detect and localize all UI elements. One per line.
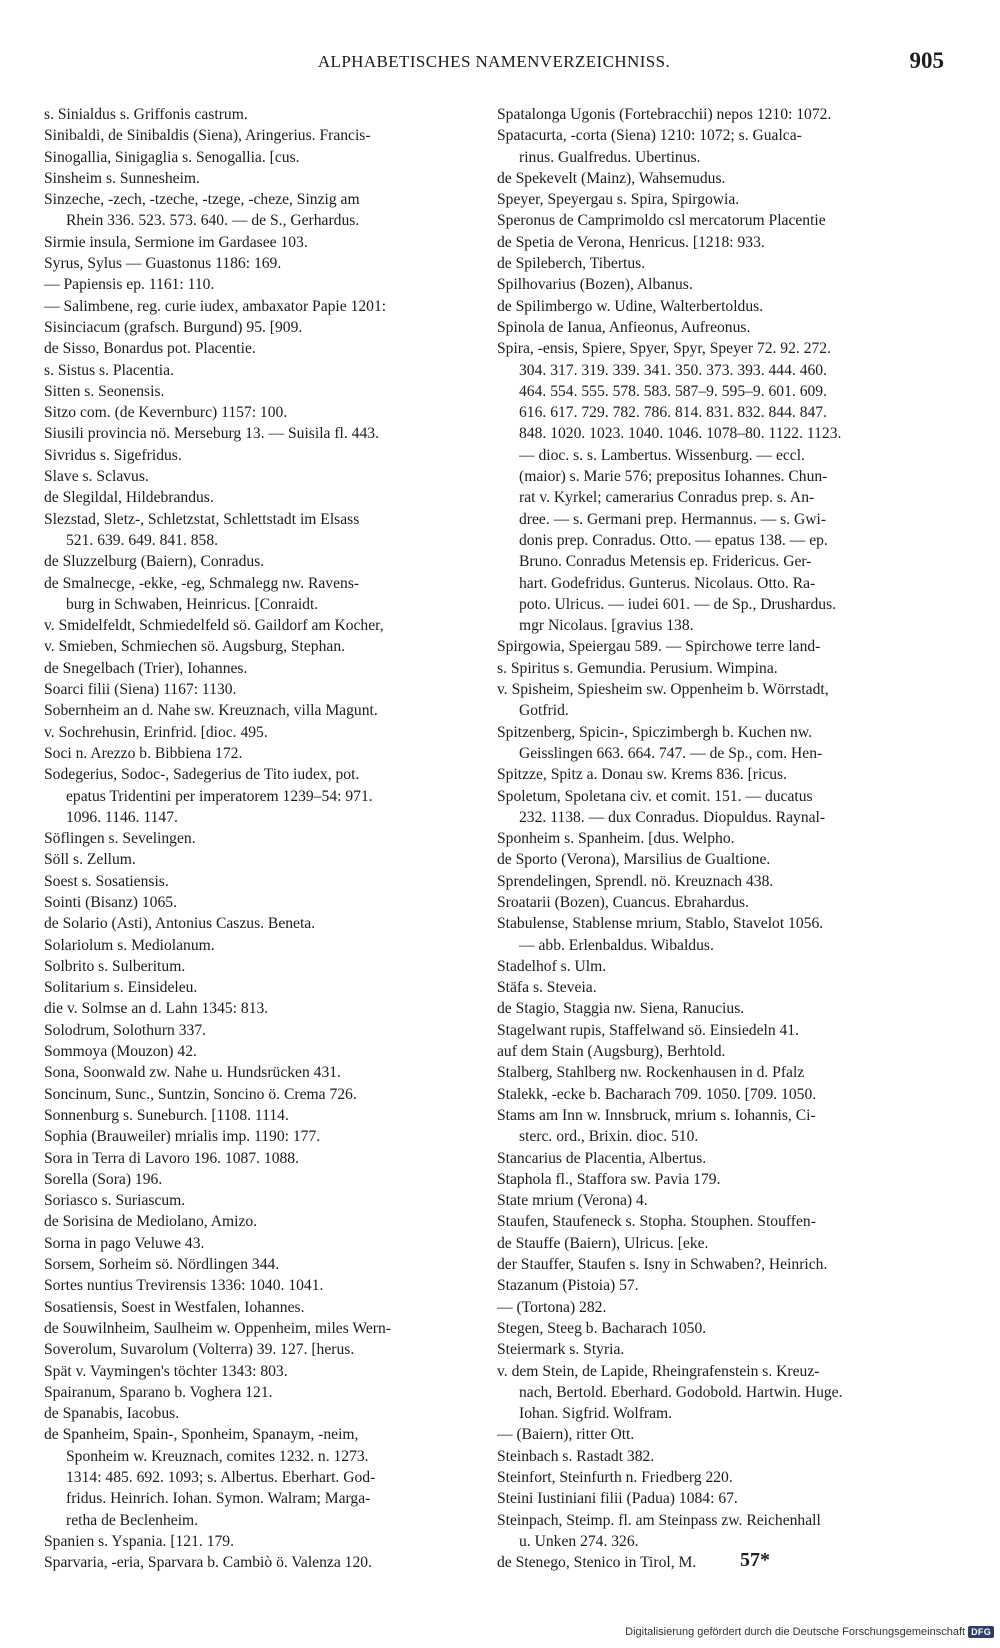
index-line: de Sporto (Verona), Marsilius de Gualtione. bbox=[497, 851, 771, 869]
index-line: Spirgowia, Speiergau 589. — Spirchowe terre land- bbox=[497, 638, 821, 656]
index-line: de Stagio, Staggia nw. Siena, Ranucius. bbox=[497, 1000, 745, 1018]
index-line: de Sluzzelburg (Baiern), Conradus. bbox=[44, 553, 265, 571]
index-line: Solbrito s. Sulberitum. bbox=[44, 957, 186, 975]
index-line: Sommoya (Mouzon) 42. bbox=[44, 1043, 197, 1061]
index-line: Staufen, Staufeneck s. Stopha. Stouphen. Stouffen- bbox=[497, 1213, 816, 1231]
index-line: Stalberg, Stahlberg nw. Rockenhausen in d. Pfalz bbox=[497, 1064, 805, 1082]
index-line: 616. 617. 729. 782. 786. 814. 831. 832. 844. 847. bbox=[519, 404, 827, 422]
index-line: 304. 317. 319. 339. 341. 350. 373. 393. 444. 460. bbox=[519, 361, 827, 379]
index-line: Spairanum, Sparano b. Voghera 121. bbox=[44, 1383, 273, 1401]
index-line: Spitzze, Spitz a. Donau sw. Krems 836. [ricus. bbox=[497, 766, 788, 784]
page-number: 905 bbox=[909, 48, 944, 73]
index-line: de Spilimbergo w. Udine, Walterbertoldus. bbox=[497, 297, 764, 315]
index-line: Gotfrid. bbox=[519, 702, 569, 720]
right-column bbox=[497, 104, 941, 1573]
index-line: u. Unken 274. 326. bbox=[519, 1532, 639, 1550]
index-line: de Snegelbach (Trier), Iohannes. bbox=[44, 659, 248, 677]
index-line: v. Smidelfeldt, Schmiedelfeld sö. Gaildorf am Kocher, bbox=[44, 617, 384, 635]
index-line: Bruno. Conradus Metensis ep. Fridericus. Ger- bbox=[519, 553, 812, 571]
index-line: retha de Beclenheim. bbox=[66, 1511, 199, 1529]
index-line: mgr Nicolaus. [gravius 138. bbox=[519, 617, 694, 635]
index-line: sterc. ord., Brixin. dioc. 510. bbox=[519, 1128, 699, 1146]
index-line: der Stauffer, Staufen s. Isny in Schwaben?, Heinrich. bbox=[497, 1256, 828, 1274]
index-line: de Spileberch, Tibertus. bbox=[497, 255, 646, 273]
index-line: de Spanabis, Iacobus. bbox=[44, 1405, 180, 1423]
index-line: Sinsheim s. Sunnesheim. bbox=[44, 169, 200, 187]
index-line: de Slegildal, Hildebrandus. bbox=[44, 489, 214, 507]
index-line: v. Sochrehusin, Erinfrid. [dioc. 495. bbox=[44, 723, 268, 741]
index-line: Steinfort, Steinfurth n. Friedberg 220. bbox=[497, 1469, 733, 1486]
index-line: 521. 639. 649. 841. 858. bbox=[66, 531, 219, 549]
index-line: Soncinum, Sunc., Suntzin, Soncino ö. Crema 726. bbox=[44, 1085, 357, 1103]
index-line: Spoletum, Spoletana civ. et comit. 151. — ducatus bbox=[497, 787, 813, 805]
index-line: Sosatiensis, Soest in Westfalen, Iohannes. bbox=[44, 1298, 305, 1316]
index-line: de Solario (Asti), Antonius Caszus. Beneta. bbox=[44, 915, 316, 933]
index-line: Stadelhof s. Ulm. bbox=[497, 957, 607, 975]
index-line: s. Sinialdus s. Griffonis castrum. bbox=[44, 106, 248, 123]
funding-note bbox=[625, 1626, 994, 1638]
index-line: Speronus de Camprimoldo csl mercatorum Placentie bbox=[497, 212, 826, 230]
index-line: (maior) s. Marie 576; prepositus Iohannes. Chun- bbox=[519, 468, 828, 486]
index-line: — Salimbene, reg. curie iudex, ambaxator Papie 1201: bbox=[44, 297, 387, 315]
index-line: Söll s. Zellum. bbox=[44, 851, 136, 869]
index-line: Solodrum, Solothurn 337. bbox=[44, 1021, 207, 1039]
index-line: Rhein 336. 523. 573. 640. — de S., Gerhardus. bbox=[66, 212, 360, 230]
index-line: Stalekk, -ecke b. Bacharach 709. 1050. [709. 1050. bbox=[497, 1085, 817, 1103]
index-line: burg in Schwaben, Heinricus. [Conraidt. bbox=[66, 595, 319, 613]
index-line: de Smalnecge, -ekke, -eg, Schmalegg nw. Ravens- bbox=[44, 574, 360, 592]
index-line: Spät v. Vaymingen's töchter 1343: 803. bbox=[44, 1362, 288, 1380]
index-line: — (Tortona) 282. bbox=[497, 1298, 607, 1316]
index-line: hart. Godefridus. Gunterus. Nicolaus. Otto. Ra- bbox=[519, 574, 816, 592]
index-line: Spatalonga Ugonis (Fortebracchii) nepos 1210: 1072. bbox=[497, 106, 832, 123]
index-line: Sroatarii (Bozen), Cuancus. Ebrahardus. bbox=[497, 893, 750, 911]
index-line: de Souwilnheim, Saulheim w. Oppenheim, miles Wern- bbox=[44, 1319, 391, 1337]
index-line: Soriasco s. Suriascum. bbox=[44, 1192, 186, 1210]
index-line: rinus. Gualfredus. Ubertinus. bbox=[519, 148, 701, 166]
index-line: die v. Solmse an d. Lahn 1345: 813. bbox=[44, 1000, 269, 1018]
index-line: Sisinciacum (grafsch. Burgund) 95. [909. bbox=[44, 318, 303, 336]
index-line: Steinpach, Steimp. fl. am Steinpass zw. Reichenhall bbox=[497, 1511, 821, 1529]
index-line: Sivridus s. Sigefridus. bbox=[44, 446, 182, 464]
index-line: Iohan. Sigfrid. Wolfram. bbox=[519, 1405, 673, 1423]
index-line: 1096. 1146. 1147. bbox=[66, 808, 178, 826]
index-line: s. Sistus s. Placentia. bbox=[44, 361, 174, 379]
index-line: Sitten s. Seonensis. bbox=[44, 382, 165, 400]
index-line: nach, Bertold. Eberhard. Godobold. Hartwin. Huge. bbox=[519, 1383, 843, 1401]
index-line: Syrus, Sylus — Guastonus 1186: 169. bbox=[44, 255, 282, 273]
funding-note-text: Digitalisierung gefördert durch die Deutsche Forschungsgemeinschaft bbox=[625, 1626, 966, 1638]
index-line: Sitzo com. (de Kevernburc) 1157: 100. bbox=[44, 404, 288, 422]
index-line: Spanien s. Yspania. [121. 179. bbox=[44, 1532, 234, 1550]
index-line: Sponheim s. Spanheim. [dus. Welpho. bbox=[497, 830, 735, 848]
index-line: Sophia (Brauweiler) mrialis imp. 1190: 177. bbox=[44, 1128, 321, 1146]
index-line: Sorella (Sora) 196. bbox=[44, 1170, 163, 1188]
index-line: auf dem Stain (Augsburg), Berhtold. bbox=[497, 1043, 726, 1061]
index-line: State mrium (Verona) 4. bbox=[497, 1192, 648, 1210]
index-line: Spatacurta, -corta (Siena) 1210: 1072; s. Gualca- bbox=[497, 127, 802, 145]
index-line: rat v. Kyrkel; camerarius Conradus prep. s. An- bbox=[519, 489, 815, 507]
index-line: Sodegerius, Sodoc-, Sadegerius de Tito iudex, pot. bbox=[44, 766, 360, 784]
index-line: Soci n. Arezzo b. Bibbiena 172. bbox=[44, 744, 243, 762]
index-line: Sprendelingen, Sprendl. nö. Kreuznach 438. bbox=[497, 872, 774, 890]
index-line: Sorsem, Sorheim sö. Nördlingen 344. bbox=[44, 1256, 280, 1274]
index-line: — (Baiern), ritter Ott. bbox=[497, 1426, 635, 1444]
index-line: Sinzeche, -zech, -tzeche, -tzege, -cheze, Sinzig am bbox=[44, 191, 360, 209]
index-line: Soverolum, Suvarolum (Volterra) 39. 127. [herus. bbox=[44, 1341, 355, 1359]
left-column bbox=[44, 104, 480, 1573]
index-line: Spinola de Ianua, Anfieonus, Aufreonus. bbox=[497, 318, 751, 336]
index-line: Steini Iustiniani filii (Padua) 1084: 67. bbox=[497, 1490, 738, 1508]
index-line: 1314: 485. 692. 1093; s. Albertus. Eberhart. God- bbox=[66, 1469, 376, 1486]
running-title: ALPHABETISCHES NAMENVERZEICHNISS. bbox=[317, 52, 671, 71]
index-line: Stancarius de Placentia, Albertus. bbox=[497, 1149, 707, 1167]
index-line: fridus. Heinrich. Iohan. Symon. Walram; Marga- bbox=[66, 1490, 371, 1508]
index-line: Siusili provincia nö. Merseburg 13. — Suisila fl. 443. bbox=[44, 425, 379, 443]
index-line: Soarci filii (Siena) 1167: 1130. bbox=[44, 681, 237, 699]
index-line: v. dem Stein, de Lapide, Rheingrafenstein s. Kreuz- bbox=[497, 1362, 820, 1380]
index-line: Stäfa s. Steveia. bbox=[497, 979, 597, 997]
index-line: Sona, Soonwald zw. Nahe u. Hundsrücken 431. bbox=[44, 1064, 341, 1082]
index-line: de Spetia de Verona, Henricus. [1218: 933. bbox=[497, 233, 765, 251]
index-line: donis prep. Conradus. Otto. — epatus 138. — ep. bbox=[519, 531, 828, 549]
index-line: Sointi (Bisanz) 1065. bbox=[44, 893, 177, 911]
index-line: Sponheim w. Kreuznach, comites 1232. n. 1273. bbox=[66, 1447, 369, 1465]
index-line: Steinbach s. Rastadt 382. bbox=[497, 1447, 655, 1465]
index-line: Solariolum s. Mediolanum. bbox=[44, 936, 215, 954]
index-line: Söflingen s. Sevelingen. bbox=[44, 830, 196, 848]
dfg-logo-icon: DFG bbox=[968, 1626, 994, 1638]
sheet-signature: 57* bbox=[740, 1549, 770, 1571]
index-line: Stazanum (Pistoia) 57. bbox=[497, 1277, 639, 1295]
index-line: poto. Ulricus. — iudei 601. — de Sp., Drushardus. bbox=[519, 595, 837, 613]
index-line: Soest s. Sosatiensis. bbox=[44, 872, 169, 890]
index-line: Spitzenberg, Spicin-, Spiczimbergh b. Kuchen nw. bbox=[497, 723, 812, 741]
index-line: Sinibaldi, de Sinibaldis (Siena), Aringerius. Francis- bbox=[44, 127, 371, 145]
index-line: 848. 1020. 1023. 1040. 1046. 1078–80. 1122. 1123. bbox=[519, 425, 842, 443]
index-line: de Sorisina de Mediolano, Amizo. bbox=[44, 1213, 258, 1231]
index-line: Stams am Inn w. Innsbruck, mrium s. Iohannis, Ci- bbox=[497, 1106, 816, 1124]
index-line: Spilhovarius (Bozen), Albanus. bbox=[497, 276, 693, 294]
index-line: Geisslingen 663. 664. 747. — de Sp., com. Hen- bbox=[519, 744, 823, 762]
index-line: de Sisso, Bonardus pot. Placentie. bbox=[44, 340, 256, 358]
index-line: Sirmie insula, Sermione im Gardasee 103. bbox=[44, 233, 308, 251]
index-line: — abb. Erlenbaldus. Wibaldus. bbox=[519, 936, 714, 954]
index-line: s. Spiritus s. Gemundia. Perusium. Wimpina. bbox=[497, 659, 778, 677]
index-line: de Stauffe (Baiern), Ulricus. [eke. bbox=[497, 1234, 709, 1252]
index-line: Stagelwant rupis, Staffelwand sö. Einsiedeln 41. bbox=[497, 1021, 800, 1039]
index-line: — Papiensis ep. 1161: 110. bbox=[44, 276, 215, 294]
index-line: v. Smieben, Schmiechen sö. Augsburg, Stephan. bbox=[44, 638, 346, 656]
index-line: Sora in Terra di Lavoro 196. 1087. 1088. bbox=[44, 1149, 300, 1167]
index-line: de Spanheim, Spain-, Sponheim, Spanaym, -neim, bbox=[44, 1426, 359, 1444]
index-line: Sobernheim an d. Nahe sw. Kreuznach, villa Magunt. bbox=[44, 702, 378, 720]
index-line: Spira, -ensis, Spiere, Spyer, Spyr, Speyer 72. 92. 272. bbox=[497, 340, 831, 358]
index-line: Sinogallia, Sinigaglia s. Senogallia. [cus. bbox=[44, 148, 300, 166]
index-line: Solitarium s. Einsideleu. bbox=[44, 979, 198, 997]
index-line: Sorna in pago Veluwe 43. bbox=[44, 1234, 205, 1252]
index-line: dree. — s. Germani prep. Hermannus. — s. Gwi- bbox=[519, 510, 827, 528]
index-line: Stegen, Steeg b. Bacharach 1050. bbox=[497, 1319, 707, 1337]
index-line: de Stenego, Stenico in Tirol, M. bbox=[497, 1554, 697, 1572]
index-line: Steiermark s. Styria. bbox=[497, 1341, 625, 1359]
index-line: Slave s. Sclavus. bbox=[44, 468, 149, 486]
index-line: Slezstad, Sletz-, Schletzstat, Schlettstadt im Elsass bbox=[44, 510, 360, 528]
index-line: Sparvaria, -eria, Sparvara b. Cambiò ö. Valenza 120. bbox=[44, 1554, 372, 1572]
index-line: Sortes nuntius Trevirensis 1336: 1040. 1041. bbox=[44, 1277, 324, 1295]
index-line: 464. 554. 555. 578. 583. 587–9. 595–9. 601. 609. bbox=[519, 382, 827, 400]
index-line: de Spekevelt (Mainz), Wahsemudus. bbox=[497, 169, 726, 187]
index-line: Staphola fl., Staffora sw. Pavia 179. bbox=[497, 1170, 721, 1188]
index-line: 232. 1138. — dux Conradus. Diopuldus. Raynal- bbox=[519, 808, 826, 826]
page-header bbox=[44, 48, 944, 82]
index-line: v. Spisheim, Spiesheim sw. Oppenheim b. Wörrstadt, bbox=[497, 681, 829, 699]
index-line: Speyer, Speyergau s. Spira, Spirgowia. bbox=[497, 191, 740, 209]
index-line: epatus Tridentini per imperatorem 1239–54: 971. bbox=[66, 787, 373, 805]
index-line: Stabulense, Stablense mrium, Stablo, Stavelot 1056. bbox=[497, 915, 824, 933]
index-line: Sonnenburg s. Suneburch. [1108. 1114. bbox=[44, 1106, 289, 1124]
index-line: — dioc. s. s. Lambertus. Wissenburg. — eccl. bbox=[519, 446, 805, 464]
